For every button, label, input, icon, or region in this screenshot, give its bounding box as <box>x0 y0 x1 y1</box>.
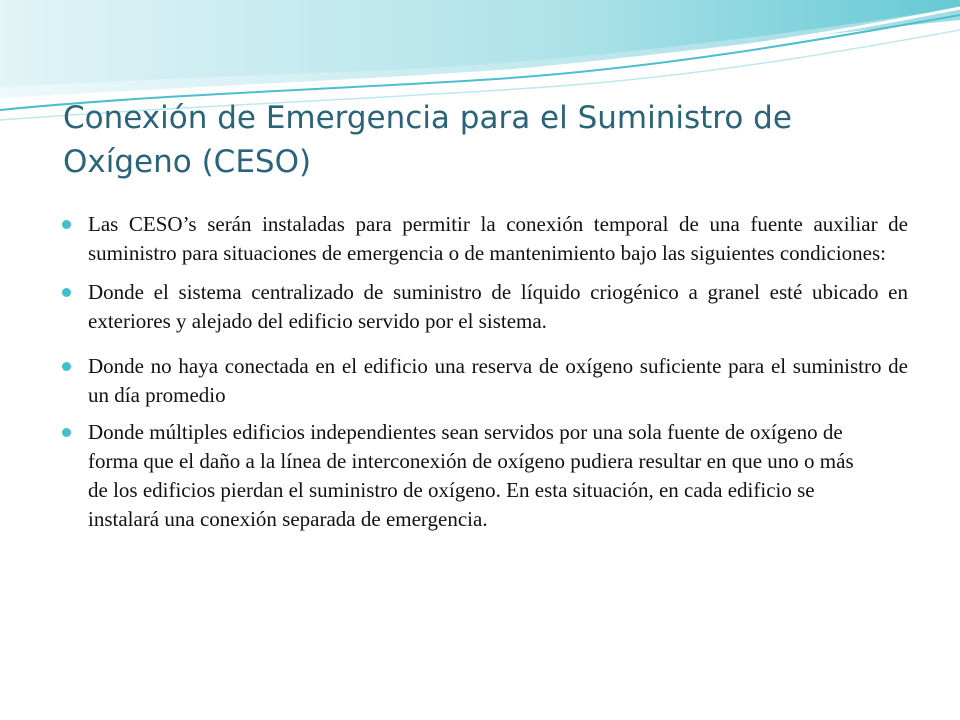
bullet-text: Donde múltiples edificios independientes sean servidos por una sola fuente de oxígeno de forma que el daño a la línea de interconexión de oxígeno pudiera resultar en que uno o más de los edificios pierdan el suministro de oxígeno. En esta situación, en cada edificio se instalará una conexión separada de emergencia. <box>88 420 854 531</box>
slide-title: Conexión de Emergencia para el Suministro de Oxígeno (CESO) <box>63 100 792 180</box>
list-item <box>58 278 908 336</box>
bullet-icon <box>62 220 71 229</box>
bullet-icon <box>62 288 71 297</box>
bullet-icon <box>62 362 71 371</box>
bullet-text: Las CESO’s serán instaladas para permitir la conexión temporal de una fuente auxiliar de suministro para situaciones de emergencia o de mantenimiento bajo las siguientes condiciones: <box>88 212 908 265</box>
list-item <box>58 210 908 268</box>
list-item <box>58 352 908 410</box>
bullet-icon <box>62 428 71 437</box>
list-item <box>58 418 878 534</box>
bullet-list <box>58 210 908 534</box>
bullet-text: Donde no haya conectada en el edificio una reserva de oxígeno suficiente para el suministro de un día promedio <box>88 354 908 407</box>
bullet-text: Donde el sistema centralizado de suministro de líquido criogénico a granel esté ubicado en exteriores y alejado del edificio servido por el sistema. <box>88 280 908 333</box>
